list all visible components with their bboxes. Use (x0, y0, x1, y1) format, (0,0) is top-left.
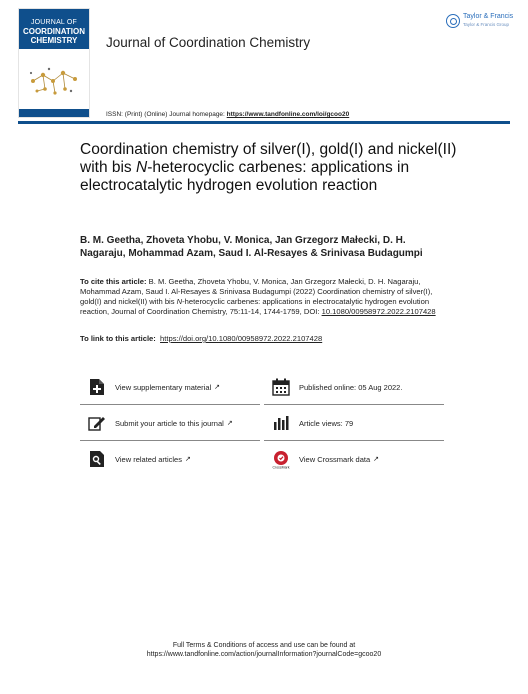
bar-chart-icon (270, 412, 292, 434)
published-online-info (264, 369, 444, 405)
cover-line3: CHEMISTRY (30, 36, 78, 45)
journal-header (18, 8, 514, 122)
issn-line (106, 111, 349, 118)
crossmark-icon (270, 448, 292, 470)
issn-text: ISSN: (Print) (Online) Journal homepage: (106, 111, 227, 118)
cover-line1: JOURNAL OF (30, 19, 78, 26)
article-title-part1: Coordination chemistry of silver(I), gold(I) and nickel(II) with bis (80, 141, 457, 176)
cover-footer-band (19, 109, 89, 117)
article-title-part2: -heterocyclic carbenes: applications in electrocatalytic hydrogen evolution reaction (80, 159, 410, 194)
cite-italic: N (176, 297, 183, 306)
cite-doi-link[interactable]: 10.1080/00958972.2022.2107428 (321, 307, 436, 316)
journal-homepage-link[interactable]: https://www.tandfonline.com/loi/gcoo20 (226, 111, 350, 118)
search-document-icon (86, 448, 108, 470)
journal-title[interactable]: Journal of Coordination Chemistry (106, 35, 311, 50)
article-views-info (264, 405, 444, 441)
external-link-icon: ↗ (373, 456, 380, 463)
related-articles-link[interactable] (80, 441, 260, 477)
footer-terms-text: Full Terms & Conditions of access and use can be found at (172, 642, 356, 649)
cite-text-1: B. M. Geetha, Zhoveta Yhobu, V. Monica, Jan Grzegorz Małecki, D. H. Nagaraju, Mohammad Azam, Saud I. Al-Resayes & Srinivasa Budagumpi (2022) Coordination chemistry of silver(I), gold(I) and nickel(II) with bis (80, 277, 433, 306)
external-link-icon: ↗ (214, 384, 221, 391)
publisher-logo-icon (446, 14, 460, 28)
page-footer (0, 641, 528, 659)
cite-label: To cite this article: (80, 277, 147, 286)
publisher-tagline: Taylor & Francis Group (463, 22, 510, 27)
citation-block (80, 277, 450, 317)
crossmark-label: View Crossmark data (299, 454, 371, 464)
calendar-icon (270, 376, 292, 398)
submit-article-link[interactable] (80, 405, 260, 441)
supplementary-material-link[interactable] (80, 369, 260, 405)
edit-document-icon (86, 412, 108, 434)
link-label: To link to this article: (80, 334, 156, 343)
published-date: Published online: 05 Aug 2022. (299, 382, 403, 392)
article-views: Article views: 79 (299, 418, 354, 428)
link-to-article (80, 334, 322, 343)
journal-cover-image[interactable] (18, 8, 90, 118)
cite-text-2: -heterocyclic carbenes: applications in electrocatalytic hydrogen evolution reaction, Journal of Coordination Chemistry, 75:11-14, 1744-1759, DOI: (80, 297, 430, 316)
cover-line2: COORDINATION (22, 27, 86, 36)
header-divider (18, 121, 510, 124)
article-authors: B. M. Geetha, Zhoveta Yhobu, V. Monica, Jan Grzegorz Małecki, D. H. Nagaraju, Mohammad Azam, Saud I. Al-Resayes & Srinivasa Budagumpi (80, 235, 423, 259)
svg-text:CrossMark: CrossMark (272, 465, 290, 469)
submit-label: Submit your article to this journal (115, 418, 224, 428)
article-title (80, 141, 460, 195)
cover-band (19, 9, 89, 49)
crossmark-link[interactable] (264, 441, 444, 477)
supplementary-label: View supplementary material (115, 382, 212, 392)
taylor-francis-logo[interactable] (446, 12, 514, 34)
related-label: View related articles (115, 454, 182, 464)
external-link-icon: ↗ (184, 456, 191, 463)
article-doi-link[interactable]: https://doi.org/10.1080/00958972.2022.2107428 (160, 334, 323, 343)
plus-document-icon (86, 376, 108, 398)
publisher-name: Taylor & Francis (463, 13, 514, 20)
external-link-icon: ↗ (226, 420, 233, 427)
molecule-illustration (25, 61, 85, 101)
footer-terms-link[interactable]: https://www.tandfonline.com/action/journalInformation?journalCode=gcoo20 (146, 651, 382, 658)
article-title-italic: N (136, 159, 148, 176)
